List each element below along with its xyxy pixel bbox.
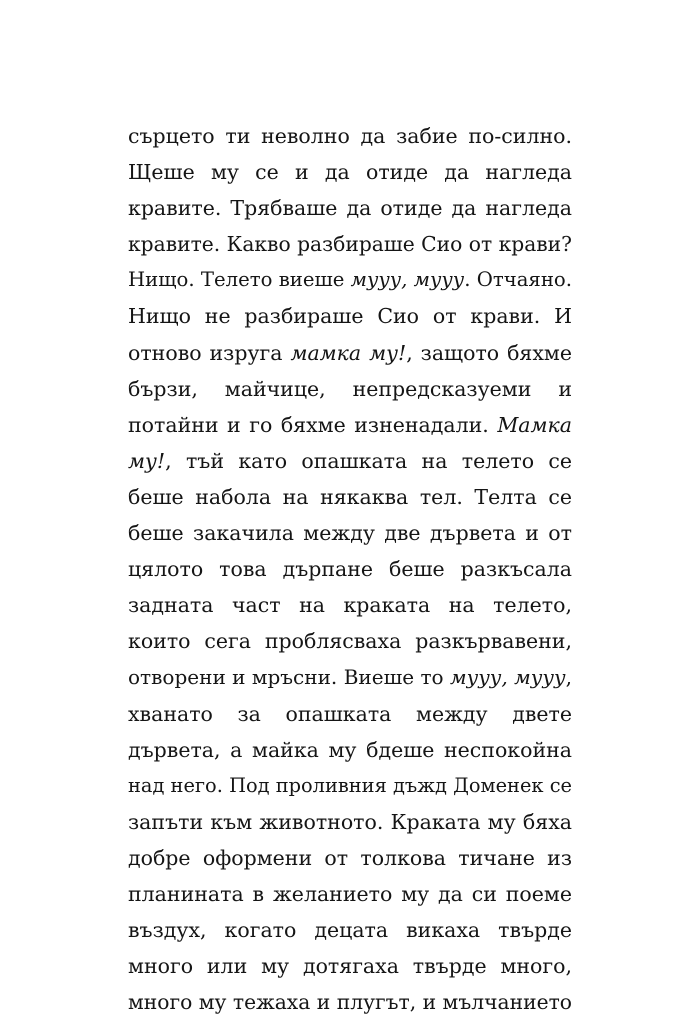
text-line — [128, 226, 572, 262]
italic-text-run: му! — [128, 448, 166, 473]
italic-text-run: Мамка — [497, 412, 572, 437]
text-run: хванато за опашката между двете — [128, 701, 572, 726]
text-run: цялото това дърпане беше разкъсала — [128, 557, 572, 582]
text-run: , тъй като опашката на телето се — [165, 448, 572, 473]
text-run: потайни и го бяхме изненадали. — [128, 412, 498, 437]
text-line — [128, 804, 572, 840]
text-line — [128, 587, 572, 623]
text-run: въздух, когато децата викаха твърде — [128, 918, 572, 943]
text-line — [128, 190, 572, 226]
text-run: отворени и мръсни. Виеше то — [128, 665, 450, 690]
text-run: Щеше му се и да отиде да нагледа — [128, 160, 572, 185]
text-run: над него. Под проливния дъжд Доменек се — [128, 773, 572, 797]
text-run: Нищо не разбираше Сио от крави. И — [128, 304, 572, 329]
text-line — [128, 443, 572, 479]
text-run: отново изруга — [128, 340, 291, 365]
italic-text-run: мууу, мууу — [449, 665, 566, 690]
text-run: много или му дотягаха твърде много, — [128, 954, 572, 979]
body-text — [128, 118, 572, 1020]
text-line — [128, 479, 572, 515]
text-run: задната част на краката на телето, — [128, 593, 572, 618]
text-line — [128, 768, 572, 804]
text-run: бързи, майчице, непредсказуеми и — [128, 376, 572, 401]
text-run: които сега проблясваха разкървавени, — [128, 629, 572, 654]
text-line — [128, 298, 572, 334]
text-line — [128, 515, 572, 551]
text-line — [128, 696, 572, 732]
text-line — [128, 876, 572, 912]
text-line — [128, 118, 572, 154]
text-run: дървета, а майка му бдеше неспокойна — [128, 737, 572, 762]
text-run: . Отчаяно. — [464, 268, 572, 292]
italic-text-run: мамка му! — [290, 340, 407, 365]
text-run: беше закачила между две дървета и от — [128, 521, 572, 546]
text-run: много му тежаха и плугът, и мълчанието — [128, 990, 572, 1015]
text-line — [128, 912, 572, 948]
text-run: запъти към животното. Краката му бяха — [128, 809, 572, 834]
text-line — [128, 948, 572, 984]
text-line — [128, 623, 572, 659]
text-run: добре оформени от толкова тичане из — [128, 845, 572, 870]
text-line — [128, 154, 572, 190]
text-run: , — [565, 665, 572, 690]
text-run: беше набола на някаква тел. Телта се — [128, 484, 572, 509]
text-line — [128, 335, 572, 371]
text-run: планината в желанието му да си поеме — [128, 881, 572, 906]
text-run: , защото бяхме — [406, 340, 572, 365]
text-line — [128, 371, 572, 407]
text-line — [128, 659, 572, 695]
text-line — [128, 262, 572, 298]
text-line — [128, 732, 572, 768]
text-run: кравите. Какво разбираше Сио от крави? — [128, 232, 572, 257]
text-run: кравите. Трябваше да отиде да нагледа — [128, 196, 572, 221]
italic-text-run: мууу, мууу — [350, 268, 465, 292]
text-run: Нищо. Телето виеше — [128, 268, 351, 292]
text-run: сърцето ти неволно да забие по-силно. — [128, 124, 572, 148]
text-line — [128, 551, 572, 587]
text-line — [128, 407, 572, 443]
text-line — [128, 840, 572, 876]
